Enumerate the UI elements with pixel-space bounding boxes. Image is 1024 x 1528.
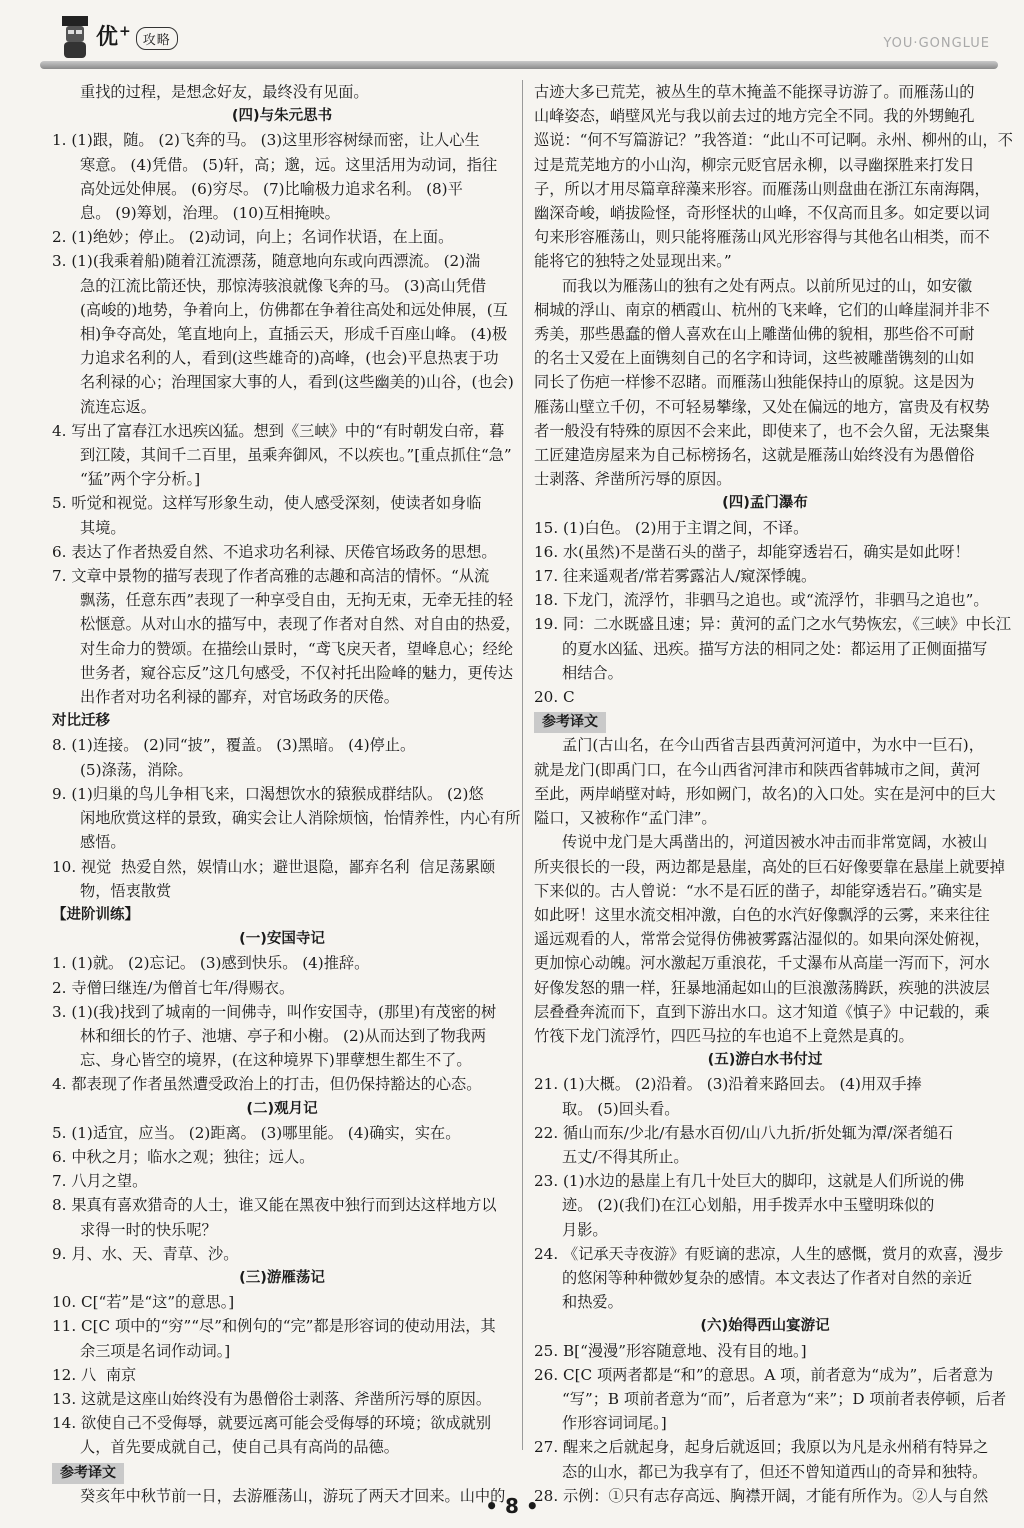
text-line: 22. 循山而东/少北/有悬水百仞/山八九折/折处辄为潭/深者缒石 xyxy=(534,1123,954,1142)
text-line: 过是荒芜地方的小山沟，柳宗元贬官居永柳，以寻幽探胜来打发日 xyxy=(534,155,975,174)
tag-label: 参考译文 xyxy=(534,712,606,733)
text-line: 余三项是名词作动词。] xyxy=(80,1341,231,1360)
text-line: 林和细长的竹子、池塘、亭子和小榭。 (2)从而达到了物我两 xyxy=(80,1026,487,1045)
text-line: 巡说：“何不写篇游记？”我答道：“此山不可记啊。永州、柳州的山，不 xyxy=(534,131,1013,150)
text-line: 士剥落、斧凿所污辱的原因。 xyxy=(534,470,732,489)
text-line: 而我以为雁荡山的独有之处有两点。以前所见过的山，如安徽 xyxy=(562,276,973,295)
text-line: 至此，两岸峭壁对峙，形如阙门，故名)的入口处。实在是河中的巨大 xyxy=(534,784,996,803)
text-line: 取。 (5)回头看。 xyxy=(562,1099,680,1118)
text-line: 相结合。 xyxy=(562,663,623,682)
text-line: 就是龙门(即禹门口，在今山西省河津市和陕西省韩城市之间，黄河 xyxy=(534,760,981,779)
text-line: 人，首先要成就自己，使自己具有高尚的品德。 xyxy=(80,1438,399,1457)
section-heading: 对比迁移 xyxy=(52,713,110,730)
section-title: (三)游雁荡记 xyxy=(239,1269,325,1286)
text-line: 8. 果真有喜欢猎奇的人士，谁又能在黑夜中独行而到达这样地方以 xyxy=(52,1196,497,1215)
text-line: 2. (1)绝妙；停止。 (2)动词，向上；名词作状语，在上面。 xyxy=(52,228,454,247)
text-line: 18. 下龙门，流浮竹，非驷马之追也。或“流浮竹，非驷马之追也”。 xyxy=(534,591,989,610)
text-line: 孟门(古山名，在今山西省吉县西黄河河道中，为水中一巨石)， xyxy=(562,736,984,755)
text-line: 17. 往来遥观者/常若雾露沾人/窥深悸魄。 xyxy=(534,567,817,586)
brand-logo: 优+攻略 xyxy=(96,20,178,51)
text-line: 1. (1)跟，随。 (2)飞奔的马。 (3)这里形容树绿而密，让人心生 xyxy=(52,131,480,150)
text-line: 3. (1)(我乘着船)随着江流漂荡，随意地向东或向西漂流。 (2)湍 xyxy=(52,252,481,271)
text-line: 作形容词词尾。] xyxy=(562,1414,667,1433)
text-line: 21. (1)大概。 (2)沿着。 (3)沿着来路回去。 (4)用双手捧 xyxy=(534,1075,922,1094)
text-line: 下来似的。古人曾说：“水不是石匠的凿子，却能穿透岩石。”确实是 xyxy=(534,881,983,900)
header-tagline: YOU·GONGLUE xyxy=(883,36,990,51)
text-line: 竹筏下龙门流浮竹，四匹马拉的车也追不上竟然是真的。 xyxy=(534,1026,914,1045)
text-line: 月影。 xyxy=(562,1220,608,1239)
text-line: 24. 《记承天寺夜游》有贬谪的悲凉，人生的感慨，赏月的欢喜，漫步 xyxy=(534,1244,1004,1263)
text-line: 10. C[“若”是“这”的意思。] xyxy=(52,1293,235,1312)
text-line: 出作者对功名利禄的鄙弃，对官场政务的厌倦。 xyxy=(80,688,399,707)
text-line: 4. 写出了富春江水迅疾凶猛。想到《三峡》中的“有时朝发白帝，暮 xyxy=(52,421,505,440)
page-header xyxy=(0,0,1024,80)
text-line: 更加惊心动魄。河水激起万重浪花，千丈瀑布从高崖一泻而下，河水 xyxy=(534,954,990,973)
text-line: 山峰姿态，峭壁风光与我以前去过的地方完全不同。我的外甥鲍孔 xyxy=(534,107,975,126)
text-line: 重找的过程，是想念好友，最终没有见面。 xyxy=(80,83,369,101)
text-line: 15. (1)白色。 (2)用于主谓之间，不译。 xyxy=(534,518,809,537)
text-line: 25. B[“漫漫”形容随意地、没有目的地。] xyxy=(534,1341,807,1360)
text-line: 13. 这就是这座山始终没有为愚僧俗士剥落、斧凿所污辱的原因。 xyxy=(52,1389,492,1408)
text-line: 飘荡，任意东西”表现了一种享受自由，无拘无束，无牵无挂的轻 xyxy=(80,591,514,610)
reference-translation-label xyxy=(52,1460,512,1484)
text-line: 松惬意。从对山水的描写中，表现了作者对自然、对自由的热爱， xyxy=(80,615,521,634)
text-line: 幽深奇峻，峭拔险怪，奇形怪状的山峰，不仅高而且多。如定要以词 xyxy=(534,204,990,223)
text-line: 物，悟衷散赏 xyxy=(80,881,172,900)
section-title: (六)始得西山宴游记 xyxy=(700,1318,830,1335)
section-title: (二)观月记 xyxy=(246,1100,318,1117)
text-line: 工匠建造房屋来为自己标榜扬名，这就是雁荡山始终没有为愚僧俗 xyxy=(534,446,975,465)
text-line: 急的江流比箭还快，那惊涛骇浪就像飞奔的马。 (3)高山凭借 xyxy=(80,276,487,295)
header-divider xyxy=(40,61,998,69)
text-line: 和热爱。 xyxy=(562,1293,623,1312)
text-line: 3. (1)(我)找到了城南的一间佛寺，叫作安国寺，(那里)有茂密的树 xyxy=(52,1002,497,1021)
text-line: 26. C[C 项两者都是“和”的意思。A 项，前者意为“成为”，后者意为 xyxy=(534,1365,994,1384)
text-line: 9. (1)归巢的鸟儿争相飞来，口渴想饮水的猿猴成群结队。 (2)悠 xyxy=(52,784,484,803)
text-line: 5. (1)适宜，应当。 (2)距离。 (3)哪里能。 (4)确实，实在。 xyxy=(52,1123,461,1142)
text-line: 相)争夺高处，笔直地向上，直插云天，形成千百座山峰。 (4)极 xyxy=(80,325,508,344)
text-line: 23. (1)水边的悬崖上有几十处巨大的脚印，这就是人们所说的佛 xyxy=(534,1172,965,1191)
text-line: 7. 八月之望。 xyxy=(52,1172,148,1191)
text-line: 迹。 (2)(我们)在江心划船，用手拨弄水中玉璧明珠似的 xyxy=(562,1196,935,1215)
text-line: (5)涤荡，消除。 xyxy=(80,760,193,779)
text-line: 力追求名利的人，看到(这些雄奇的)高峰，(也会)平息热衷于功 xyxy=(80,349,499,368)
text-line: 秀美，那些愚蠢的僧人喜欢在山上雕凿仙佛的貌相，那些俗不可耐 xyxy=(534,325,975,344)
text-line: 息。 (9)筹划，治理。 (10)互相掩映。 xyxy=(80,204,340,223)
text-line: 16. 水(虽然)不是凿石头的凿子，却能穿透岩石，确实是如此呀！ xyxy=(534,542,970,561)
text-line: 其境。 xyxy=(80,518,126,537)
section-heading: 【进阶训练】 xyxy=(52,906,139,923)
text-line: 11. C[C 项中的“穷”“尽”和例句的“完”都是形容词的使动用法，其 xyxy=(52,1317,496,1336)
text-line: 能将它的独特之处显现出来。” xyxy=(534,252,732,271)
text-line: 隘口，又被称作“孟门津”。 xyxy=(534,809,717,828)
text-line: 所夹很长的一段，两边都是悬崖，高处的巨石好像要靠在悬崖上就要掉 xyxy=(534,857,1005,876)
text-line: 者一般没有特殊的原因不会来此，即使来了，也不会久留，无法聚集 xyxy=(534,421,990,440)
text-line: “写”；B 项前者意为“而”，后者意为“来”；D 项前者表停顿，后者 xyxy=(562,1389,1007,1408)
text-line: 6. 表达了作者热爱自然、不追求功名利禄、厌倦官场政务的思想。 xyxy=(52,542,497,561)
text-line: 9. 月、水、天、青草、沙。 xyxy=(52,1244,239,1263)
text-line: 的名士又爱在上面镌刻自己的名字和诗词，这些被雕凿镌刻的山如 xyxy=(534,349,975,368)
text-line: 古迹大多已荒芜，被丛生的草木掩盖不能探寻访游了。而雁荡山的 xyxy=(534,83,975,101)
right-column xyxy=(534,80,1013,1508)
mascot-logo-icon xyxy=(58,12,92,62)
text-line: 癸亥年中秋节前一日，去游雁荡山，游玩了两天才回来。山中的 xyxy=(80,1486,506,1505)
text-line: 感悟。 xyxy=(80,833,126,852)
text-line: 到江陵，其间千二百里，虽乘奔御风，不以疾也。”[重点抓住“急” xyxy=(80,446,512,465)
text-line: 桐城的浮山、南京的栖霞山、杭州的飞来峰，它们的山峰崖洞并非不 xyxy=(534,300,990,319)
text-line: 的悠闲等种种微妙复杂的感情。本文表达了作者对自然的亲近 xyxy=(562,1268,973,1287)
text-line: 同长了伤疤一样惨不忍睹。而雁荡山独能保持山的原貌。这是因为 xyxy=(534,373,975,392)
text-line: 如此呀！这里水流交相冲激，白色的水汽好像飘浮的云雾，来来往往 xyxy=(534,905,990,924)
text-line: 12. 八 南京 xyxy=(52,1365,137,1384)
text-line: 28. 示例：①只有志存高远、胸襟开阔，才能有所作为。②人与自然 xyxy=(534,1486,989,1505)
text-line: 名利禄的心；治理国家大事的人，看到(这些幽美的)山谷，(也会) xyxy=(80,373,514,392)
text-line: 的夏水凶猛、迅疾。描写方法的相同之处：都运用了正侧面描写 xyxy=(562,639,988,658)
text-line: 闲地欣赏这样的景致，确实会让人消除烦恼，怡情养性，内心有所 xyxy=(80,809,521,828)
text-line: 流连忘返。 xyxy=(80,397,156,416)
text-line: (高峻的)地势，争着向上，仿佛都在争着往高处和远处伸展，(互 xyxy=(80,300,508,319)
text-line: 27. 醒来之后就起身，起身后就返回；我原以为凡是永州稍有特异之 xyxy=(534,1438,989,1457)
text-line: 好像发怒的鼎一样，狂暴地涌起如山的巨浪激荡腾跃，疾驰的洪波层 xyxy=(534,978,990,997)
text-line: 8. (1)连接。 (2)同“披”，覆盖。 (3)黑暗。 (4)停止。 xyxy=(52,736,416,755)
text-line: 忘、身心皆空的境界，(在这种境界下)罪孽想生都生不了。 xyxy=(80,1051,472,1070)
text-line: “猛”两个字分析。] xyxy=(80,470,201,489)
text-line: 19. 同：二水既盛且速；异：黄河的孟门之水气势恢宏，《三峡》中长江 xyxy=(534,615,1012,634)
section-title: (四)与朱元思书 xyxy=(231,108,333,125)
text-line: 世务者，窥谷忘反”这几句感受，不仅衬托出险峰的魅力，更传达 xyxy=(80,663,514,682)
text-line: 遥远观看的人，常常会觉得仿佛被雾露沾湿似的。如果向深处俯视， xyxy=(534,930,990,949)
tag-label: 参考译文 xyxy=(52,1463,124,1484)
text-line: 5. 听觉和视觉。这样写形象生动，使人感受深刻，使读者如身临 xyxy=(52,494,482,513)
section-title: (五)游白水书付过 xyxy=(707,1052,823,1069)
section-title: (四)孟门瀑布 xyxy=(722,495,808,512)
text-line: 句来形容雁荡山，则只能将雁荡山风光形容得与其他名山相类，而不 xyxy=(534,228,990,247)
text-line: 传说中龙门是大禹凿出的，河道因被水冲击而非常宽阔，水被山 xyxy=(562,833,988,852)
text-line: 2. 寺僧曰继连/为僧首七年/得赐衣。 xyxy=(52,978,295,997)
text-line: 4. 都表现了作者虽然遭受政治上的打击，但仍保持豁达的心态。 xyxy=(52,1075,482,1094)
left-column xyxy=(52,80,521,1508)
text-line: 10. 视觉 热爱自然，娱情山水；避世退隐，鄙弃名利 信足荡累颐 xyxy=(52,857,496,876)
text-line: 高处远处伸展。 (6)穷尽。 (7)比喻极力追求名利。 (8)平 xyxy=(80,179,463,198)
text-line: 层叠叠奔流而下，直到下游出水口。这才知道《慎子》中记载的，乘 xyxy=(534,1002,990,1021)
section-title: (一)安国寺记 xyxy=(239,931,325,948)
reference-translation-label xyxy=(534,709,996,733)
text-line: 雁荡山壁立千仞，不可轻易攀缘，又处在偏远的地方，富贵及有权势 xyxy=(534,397,990,416)
text-line: 子，所以才用尽篇章辞藻来形容。而雁荡山则盘曲在浙江东南海隅， xyxy=(534,179,990,198)
text-line: 对生命力的赞颂。在描绘山景时，“鸢飞戾天者，望峰息心；经纶 xyxy=(80,639,514,658)
text-line: 求得一时的快乐呢？ xyxy=(80,1220,217,1239)
text-line: 五丈/不得其所止。 xyxy=(562,1147,689,1166)
text-line: 20. C xyxy=(534,688,575,707)
text-line: 6. 中秋之月；临水之观；独往；远人。 xyxy=(52,1147,315,1166)
text-line: 1. (1)就。 (2)忘记。 (3)感到快乐。 (4)推辞。 xyxy=(52,954,370,973)
page-number: • 8 • xyxy=(485,1494,539,1518)
text-line: 态的山水，都已为我享有了，但还不曾知道西山的奇异和独特。 xyxy=(562,1462,988,1481)
text-line: 14. 欲使自己不受侮辱，就要远离可能会受侮辱的环境；欲成就别 xyxy=(52,1414,492,1433)
text-line: 7. 文章中景物的描写表现了作者高雅的志趣和高洁的情怀。“从流 xyxy=(52,567,490,586)
text-line: 寒意。 (4)凭借。 (5)轩，高；邈，远。这里活用为动词，指往 xyxy=(80,155,498,174)
